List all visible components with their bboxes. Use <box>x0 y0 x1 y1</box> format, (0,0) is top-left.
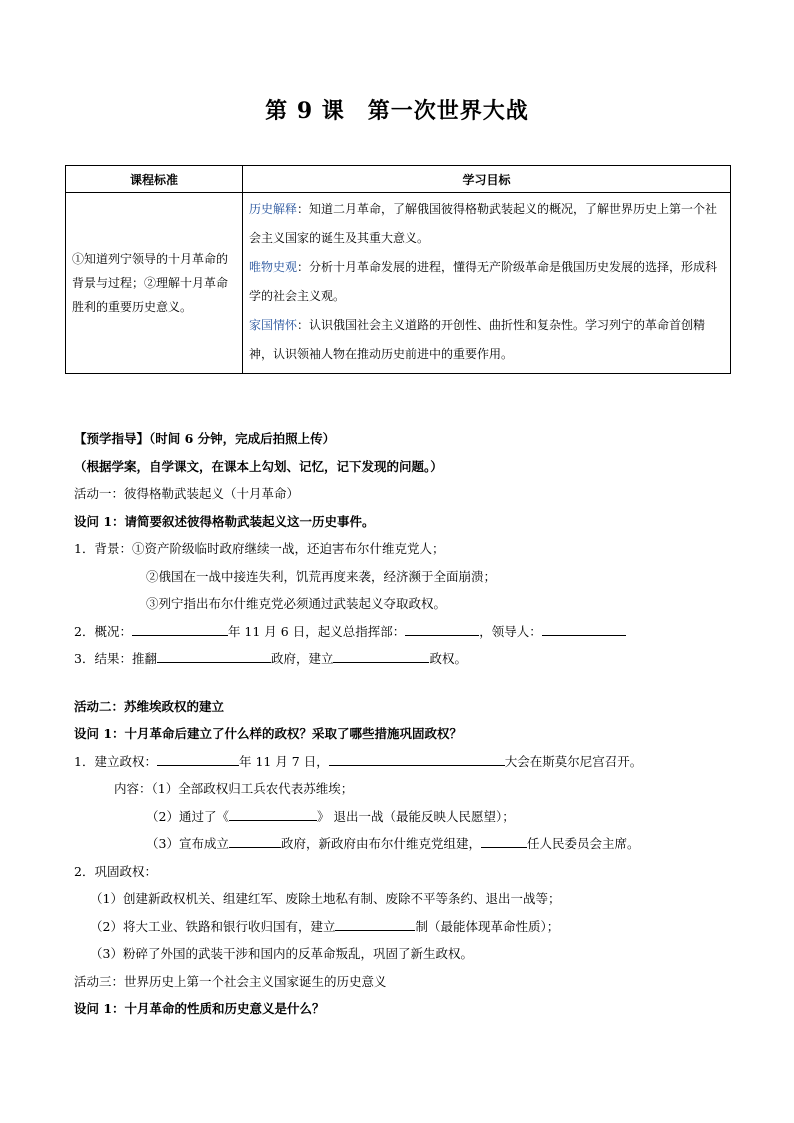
goal-text: ：分析十月革命发展的进程，懂得无产阶级革命是俄国历史发展的选择，形成科学的社会主义观。 <box>249 260 718 303</box>
header-goal: 学习目标 <box>243 166 731 193</box>
table-body-row <box>66 193 731 374</box>
fill-blank[interactable] <box>335 917 415 931</box>
fill-blank[interactable] <box>229 807 317 821</box>
goal-label: 唯物史观 <box>249 260 298 274</box>
activity3-question: 设问 1：十月革命的性质和历史意义是什么？ <box>74 1001 325 1016</box>
activity1-question: 设问 1：请简要叙述彼得格勒武装起义这一历史事件。 <box>74 513 375 529</box>
result-text: 3．结果：推翻 <box>74 651 157 666</box>
activity2-consolidate-2 <box>74 913 734 941</box>
activity2-content-1: 内容：（1）全部政权归工兵农代表苏维埃； <box>114 781 354 796</box>
bg-label: 1．背景： <box>74 541 132 556</box>
curriculum-standard: ①知道列宁领导的十月革命的背景与过程；②理解十月革命胜利的重要历史意义。 <box>66 193 243 374</box>
activity2-consolidate-3: （3）粉碎了外国的武装干涉和国内的反革命叛乱，巩固了新生政权。 <box>90 946 473 961</box>
consolidate-text: 制（最能体现革命性质）； <box>415 918 560 934</box>
establish-text: 年 11 月 7 日， <box>238 753 329 769</box>
activity1-bg-item: ③列宁指出布尔什维克党必须通过武装起义夺取政权。 <box>146 596 447 611</box>
activity2-establish <box>74 748 734 776</box>
establish-text: 大会在斯莫尔尼宫召开。 <box>504 753 643 769</box>
goal-item <box>249 253 724 311</box>
establish-text: 1．建立政权： <box>74 753 157 769</box>
goal-label: 历史解释 <box>249 202 298 216</box>
fill-blank[interactable] <box>229 834 281 848</box>
goal-item <box>249 311 724 369</box>
overview-text: 年 11 月 6 日，起义总指挥部： <box>227 623 406 639</box>
bg-item: ①资产阶级临时政府继续一战，还迫害布尔什维克党人； <box>131 541 445 556</box>
fill-blank[interactable] <box>542 622 626 636</box>
objectives-table <box>65 165 731 374</box>
activity1-background <box>74 535 734 563</box>
header-standard: 课程标准 <box>66 166 243 193</box>
goal-text: ：认识俄国社会主义道路的开创性、曲折性和复杂性。学习列宁的革命首创精神，认识领袖人物在推动历史前进中的重要作用。 <box>249 318 706 361</box>
fill-blank[interactable] <box>157 752 239 766</box>
activity2-title: 活动二：苏维埃政权的建立 <box>74 698 225 714</box>
activity1-title: 活动一：彼得格勒武装起义（十月革命） <box>74 486 300 501</box>
result-text: 政府，建立 <box>270 651 334 666</box>
activity2-consolidate: 2．巩固政权： <box>74 863 157 879</box>
overview-text: ，领导人： <box>479 623 542 639</box>
activity2-content-3 <box>74 830 734 858</box>
activity1-bg-item: ②俄国在一战中接连失利，饥荒再度来袭，经济濒于全面崩溃； <box>146 568 497 584</box>
fill-blank[interactable] <box>333 649 429 663</box>
fill-blank[interactable] <box>329 752 505 766</box>
content-text: （3）宣布成立 <box>146 836 229 851</box>
learning-goals <box>243 193 731 374</box>
page-title: 第 9 课 第一次世界大战 <box>265 98 529 124</box>
guide-instruction: （根据学案，自学课文，在课本上勾划、记忆，记下发现的问题。） <box>74 458 443 474</box>
fill-blank[interactable] <box>132 622 228 636</box>
worksheet-body <box>74 425 734 1023</box>
goal-label: 家国情怀 <box>249 318 298 332</box>
activity2-content-2 <box>74 803 734 831</box>
activity1-overview <box>74 618 734 646</box>
activity3-title: 活动三：世界历史上第一个社会主义国家诞生的历史意义 <box>74 973 387 989</box>
table-header-row <box>66 166 731 193</box>
content-text: 任人民委员会主席。 <box>526 836 640 851</box>
content-text: 政府，新政府由布尔什维克党组建， <box>280 836 481 851</box>
activity2-question: 设问 1：十月革命后建立了什么样的政权？采取了哪些措施巩固政权？ <box>74 726 463 741</box>
goal-text: ：知道二月革命，了解俄国彼得格勒武装起义的概况，了解世界历史上第一个社会主义国家的诞生及其重大意义。 <box>249 202 718 245</box>
activity2-consolidate-1: （1）创建新政权机关、组建红军、废除土地私有制、废除不平等条约、退出一战等； <box>90 891 561 906</box>
fill-blank[interactable] <box>405 622 479 636</box>
content-text: （2）通过了《 <box>146 808 229 824</box>
result-text: 政权。 <box>429 651 467 666</box>
goal-item <box>249 195 724 253</box>
consolidate-text: （2）将大工业、铁路和银行收归国有，建立 <box>90 918 336 934</box>
fill-blank[interactable] <box>481 834 527 848</box>
activity1-result <box>74 645 734 673</box>
overview-label: 2．概况： <box>74 623 132 639</box>
guide-header: 【预学指导】（时间 6 分钟，完成后拍照上传） <box>74 431 336 446</box>
fill-blank[interactable] <box>157 649 271 663</box>
content-text: 》 退出一战（最能反映人民愿望）； <box>316 808 515 824</box>
